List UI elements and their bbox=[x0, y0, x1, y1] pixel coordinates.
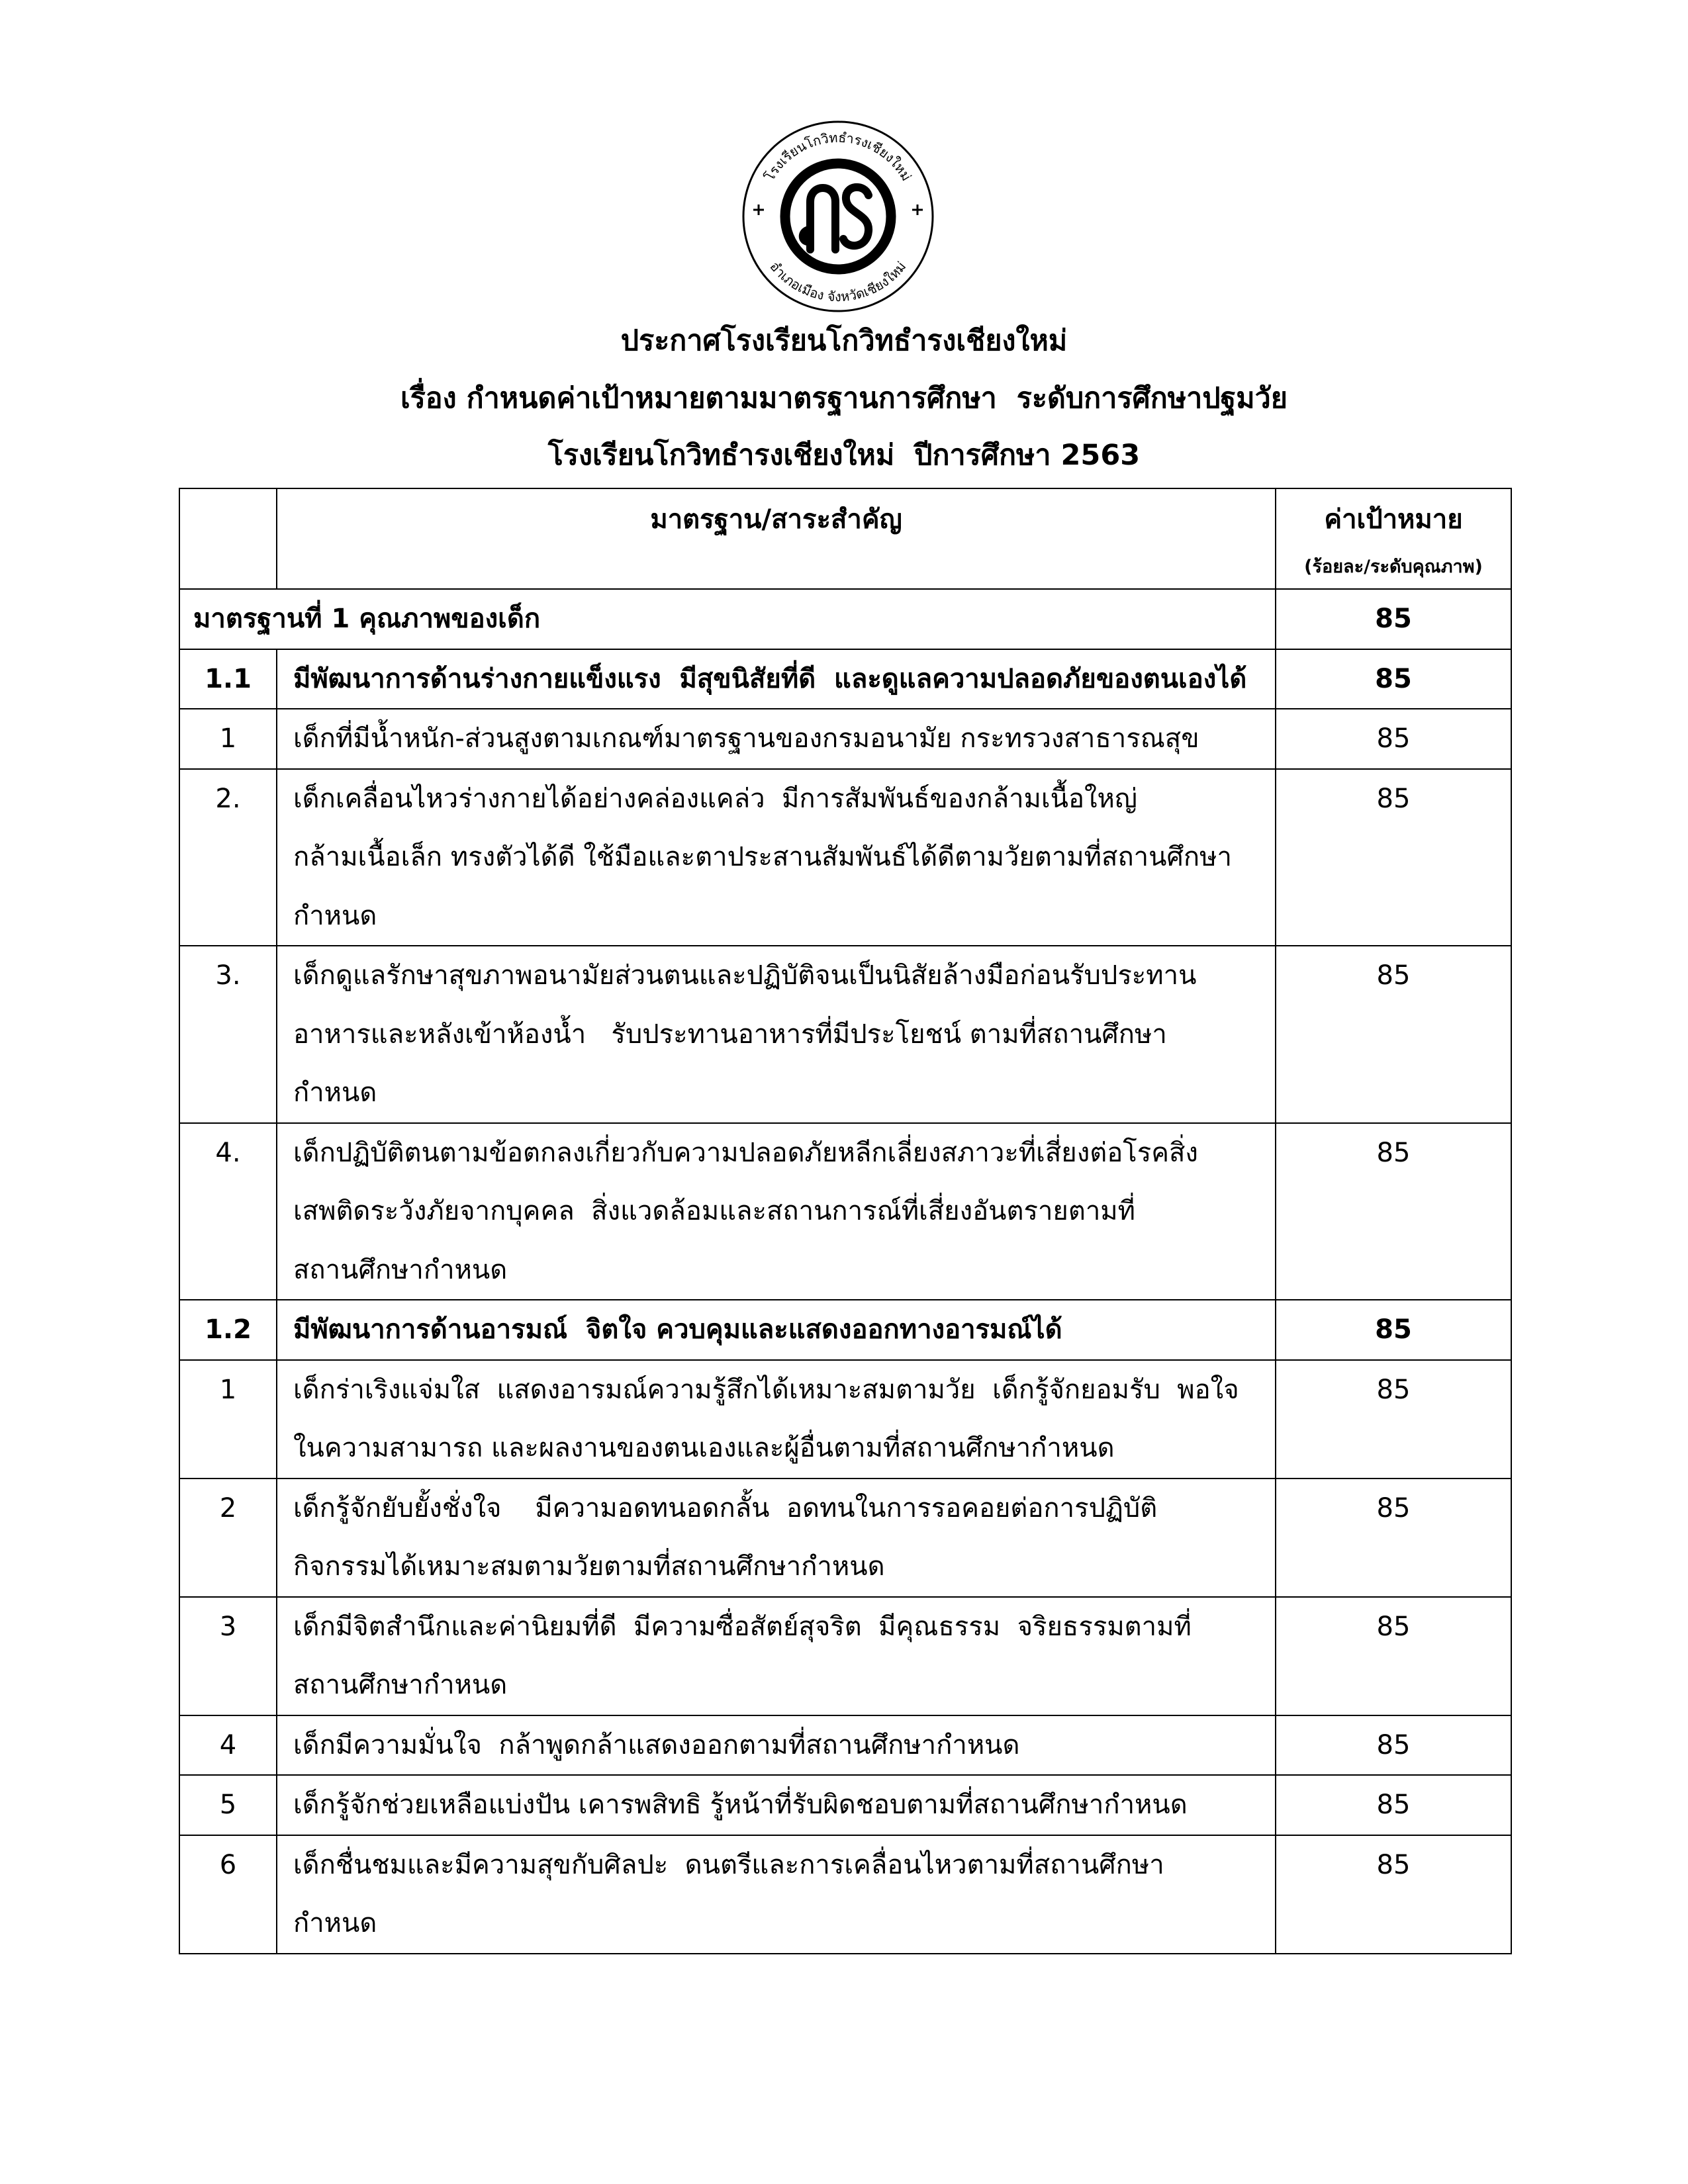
item-text-line: เด็กมีจิตสำนึกและค่านิยมที่ดี มีความซื่อสัตย์สุจริต มีคุณธรรม จริยธรรมตามที่ bbox=[293, 1611, 1192, 1642]
item-row bbox=[179, 1123, 1511, 1300]
target-value: 85 bbox=[1375, 1314, 1412, 1345]
column-header-target-unit: (ร้อยละ/ระดับคุณภาพ) bbox=[1304, 557, 1483, 577]
logo-left-cross-icon bbox=[753, 205, 764, 215]
target-cell bbox=[1276, 589, 1511, 649]
indicator-number: 1.1 bbox=[205, 663, 252, 694]
description-cell bbox=[277, 1479, 1276, 1597]
description-cell bbox=[277, 1835, 1276, 1954]
indicator-number: 1.2 bbox=[205, 1314, 252, 1345]
item-text-line: เด็กมีความมั่นใจ กล้าพูดกล้าแสดงออกตามที่สถานศึกษากำหนด bbox=[293, 1729, 1020, 1760]
item-text-line: เด็กเคลื่อนไหวร่างกายได้อย่างคล่องแคล่ว มีการสัมพันธ์ของกล้ามเนื้อใหญ่ bbox=[293, 783, 1137, 814]
item-row bbox=[179, 946, 1511, 1123]
announcement-heading bbox=[0, 312, 1688, 484]
number-cell bbox=[179, 649, 277, 709]
item-number: 1 bbox=[219, 723, 237, 754]
item-text-line: กำหนด bbox=[293, 1908, 377, 1938]
item-text-line: เด็กชื่นชมและมีความสุขกับศิลปะ ดนตรีและการเคลื่อนไหวตามที่สถานศึกษา bbox=[293, 1849, 1164, 1880]
target-cell bbox=[1276, 769, 1511, 946]
description-cell bbox=[277, 1715, 1276, 1776]
item-text-line: กล้ามเนื้อเล็ก ทรงตัวได้ดี ใช้มือและตาประสานสัมพันธ์ได้ดีตามวัยตามที่สถานศึกษา bbox=[293, 842, 1232, 872]
description-cell bbox=[277, 946, 1276, 1123]
target-cell bbox=[1276, 1775, 1511, 1835]
number-cell bbox=[179, 1835, 277, 1954]
logo-monogram bbox=[803, 187, 868, 250]
target-cell bbox=[1276, 649, 1511, 709]
item-text-line: เด็กร่าเริงแจ่มใส แสดงอารมณ์ความรู้สึกได้เหมาะสมตามวัย เด็กรู้จักยอมรับ พอใจ bbox=[293, 1374, 1239, 1405]
number-cell bbox=[179, 709, 277, 769]
announcement-subject: เรื่อง กำหนดค่าเป้าหมายตามมาตรฐานการศึกษา ระดับการศึกษาปฐมวัย bbox=[400, 381, 1288, 415]
target-value: 85 bbox=[1376, 1790, 1411, 1820]
item-row bbox=[179, 769, 1511, 946]
item-row bbox=[179, 1775, 1511, 1835]
target-value: 85 bbox=[1376, 1492, 1411, 1524]
header-target-cell bbox=[1276, 488, 1511, 589]
target-value: 85 bbox=[1376, 1729, 1411, 1760]
item-row bbox=[179, 1715, 1511, 1776]
standards-table bbox=[179, 488, 1512, 1954]
description-cell bbox=[277, 769, 1276, 946]
target-value: 85 bbox=[1376, 1611, 1411, 1642]
standard-row bbox=[179, 589, 1511, 649]
item-text-line: เด็กรู้จักช่วยเหลือแบ่งปัน เคารพสิทธิ รู้หน้าที่รับผิดชอบตามที่สถานศึกษากำหนด bbox=[293, 1790, 1188, 1820]
item-text-line: เด็กที่มีน้ำหนัก-ส่วนสูงตามเกณฑ์มาตรฐานของกรมอนามัย กระทรวงสาธารณสุข bbox=[293, 723, 1199, 754]
description-cell bbox=[277, 1360, 1276, 1479]
number-cell bbox=[179, 1300, 277, 1360]
target-cell bbox=[1276, 1479, 1511, 1597]
target-value: 85 bbox=[1376, 1137, 1411, 1168]
school-logo bbox=[739, 117, 937, 316]
header-standard-cell bbox=[277, 488, 1276, 589]
number-cell bbox=[179, 946, 277, 1123]
number-cell bbox=[179, 1715, 277, 1776]
target-value: 85 bbox=[1376, 1374, 1411, 1405]
target-cell bbox=[1276, 1835, 1511, 1954]
item-text-line: สถานศึกษากำหนด bbox=[293, 1254, 508, 1285]
description-cell bbox=[277, 1775, 1276, 1835]
description-cell bbox=[277, 1123, 1276, 1300]
item-text-line: กิจกรรมได้เหมาะสมตามวัยตามที่สถานศึกษากำหนด bbox=[293, 1551, 885, 1582]
target-cell bbox=[1276, 946, 1511, 1123]
number-cell bbox=[179, 1360, 277, 1479]
item-text-line: เด็กดูแลรักษาสุขภาพอนามัยส่วนตนและปฏิบัติจนเป็นนิสัยล้างมือก่อนรับประทาน bbox=[293, 960, 1197, 991]
target-value: 85 bbox=[1376, 1849, 1411, 1880]
indicator-text-line: มีพัฒนาการด้านร่างกายแข็งแรง มีสุขนิสัยที่ดี และดูแลความปลอดภัยของตนเองได้ bbox=[293, 663, 1247, 694]
item-number: 4 bbox=[219, 1729, 237, 1760]
indicator-text-line: มีพัฒนาการด้านอารมณ์ จิตใจ ควบคุมและแสดงออกทางอารมณ์ได้ bbox=[293, 1314, 1062, 1345]
description-cell bbox=[277, 1300, 1276, 1360]
standard-title: มาตรฐานที่ 1 คุณภาพของเด็ก bbox=[193, 604, 541, 634]
item-row bbox=[179, 1597, 1511, 1715]
description-cell bbox=[277, 1597, 1276, 1715]
item-text-line: กำหนด bbox=[293, 1077, 377, 1108]
column-header-standard: มาตรฐาน/สาระสำคัญ bbox=[650, 504, 902, 535]
target-value: 85 bbox=[1376, 960, 1411, 991]
number-cell bbox=[179, 1597, 277, 1715]
item-text-line: เสพติดระวังภัยจากบุคคล สิ่งแวดล้อมและสถานการณ์ที่เสี่ยงอันตรายตามที่ bbox=[293, 1196, 1136, 1226]
item-number: 2. bbox=[215, 783, 241, 814]
logo-top-text: โรงเรียนโกวิทธำรงเชียงใหม่ bbox=[761, 129, 915, 184]
target-value: 85 bbox=[1375, 604, 1412, 634]
column-header-target: ค่าเป้าหมาย bbox=[1324, 504, 1463, 535]
announcement-title: ประกาศโรงเรียนโกวิทธำรงเชียงใหม่ bbox=[620, 324, 1068, 357]
target-cell bbox=[1276, 1715, 1511, 1776]
item-text-line: สถานศึกษากำหนด bbox=[293, 1670, 508, 1700]
item-row bbox=[179, 1360, 1511, 1479]
standard-title-cell bbox=[179, 589, 1276, 649]
item-number: 6 bbox=[219, 1849, 237, 1880]
item-text-line: กำหนด bbox=[293, 900, 377, 931]
item-row bbox=[179, 1479, 1511, 1597]
item-text-line: ในความสามารถ และผลงานของตนเองและผู้อื่นตามที่สถานศึกษากำหนด bbox=[293, 1433, 1115, 1463]
logo-bottom-text: อำเภอเมือง จังหวัดเชียงใหม่ bbox=[767, 258, 910, 305]
target-value: 85 bbox=[1376, 783, 1411, 814]
number-cell bbox=[179, 1479, 277, 1597]
item-row bbox=[179, 1835, 1511, 1954]
item-number: 2 bbox=[219, 1492, 237, 1524]
item-number: 4. bbox=[215, 1137, 241, 1168]
item-number: 3 bbox=[219, 1611, 237, 1642]
item-number: 3. bbox=[215, 960, 241, 991]
target-cell bbox=[1276, 1123, 1511, 1300]
target-value: 85 bbox=[1376, 723, 1411, 754]
target-cell bbox=[1276, 1300, 1511, 1360]
item-text-line: อาหารและหลังเข้าห้องน้ำ รับประทานอาหารที่มีประโยชน์ ตามที่สถานศึกษา bbox=[293, 1019, 1167, 1050]
number-cell bbox=[179, 769, 277, 946]
item-number: 5 bbox=[219, 1790, 237, 1820]
target-cell bbox=[1276, 1597, 1511, 1715]
logo-right-cross-icon bbox=[912, 205, 923, 215]
item-text-line: เด็กปฏิบัติตนตามข้อตกลงเกี่ยวกับความปลอดภัยหลีกเลี่ยงสภาวะที่เสี่ยงต่อโรคสิ่ง bbox=[293, 1137, 1198, 1168]
indicator-row bbox=[179, 649, 1511, 709]
target-value: 85 bbox=[1375, 663, 1412, 694]
item-text-line: เด็กรู้จักยับยั้งชั่งใจ มีความอดทนอดกลั้น อดทนในการรอคอยต่อการปฏิบัติ bbox=[293, 1492, 1158, 1524]
target-cell bbox=[1276, 1360, 1511, 1479]
table-header-row bbox=[179, 488, 1511, 589]
number-cell bbox=[179, 1775, 277, 1835]
description-cell bbox=[277, 709, 1276, 769]
number-cell bbox=[179, 1123, 277, 1300]
description-cell bbox=[277, 649, 1276, 709]
item-row bbox=[179, 709, 1511, 769]
target-cell bbox=[1276, 709, 1511, 769]
announcement-school-year: โรงเรียนโกวิทธำรงเชียงใหม่ ปีการศึกษา 2563 bbox=[547, 439, 1141, 472]
header-number-cell bbox=[179, 488, 277, 589]
item-number: 1 bbox=[219, 1374, 237, 1405]
indicator-row bbox=[179, 1300, 1511, 1360]
